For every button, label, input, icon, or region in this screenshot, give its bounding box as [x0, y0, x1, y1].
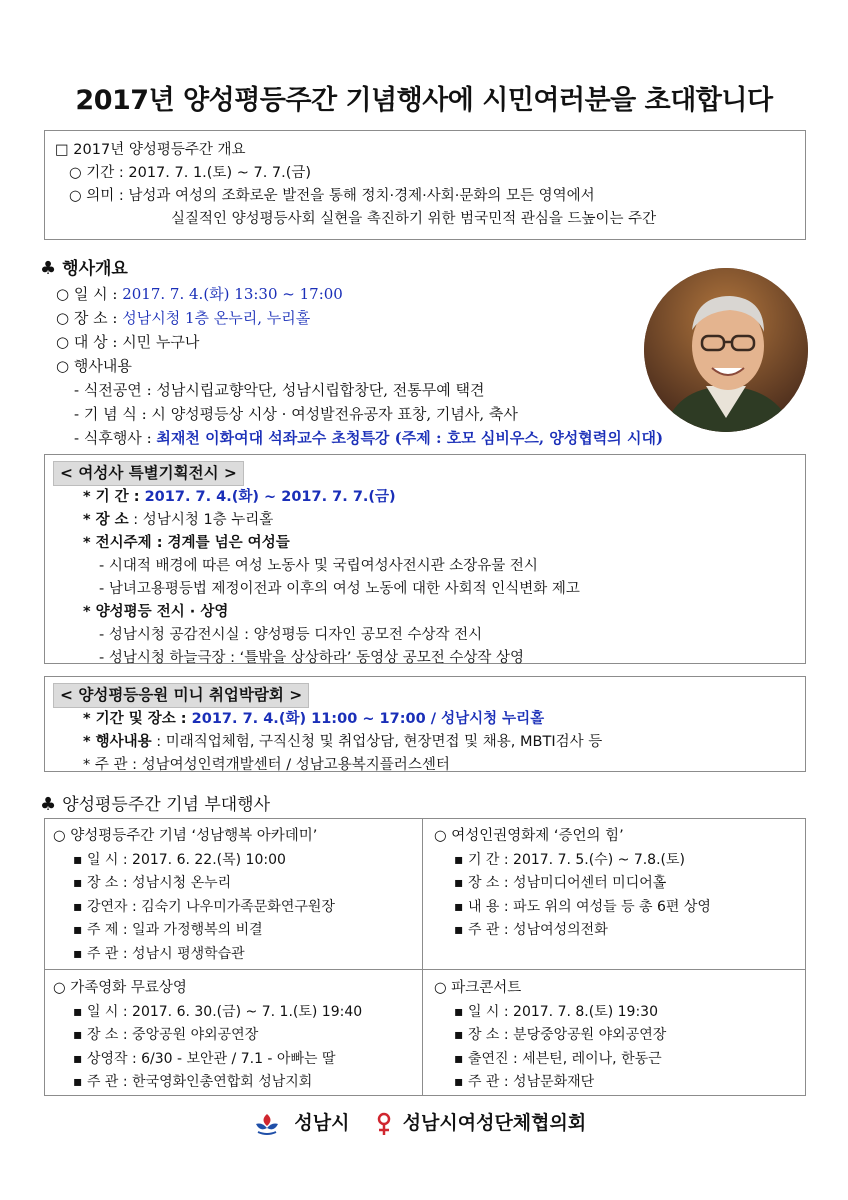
academy-title: ○ 양성평등주간 기념 ‘성남행복 아카데미’	[53, 828, 318, 844]
academy-cell	[45, 819, 426, 962]
overview-content: ○ 행사내용	[56, 357, 132, 375]
exhibit-show-2: - 성남시청 하늘극장 : ‘틀밖을 상상하라’ 동영상 공모전 수상작 상영	[99, 650, 524, 666]
exhibit-show: * 양성평등 전시 · 상영	[83, 604, 229, 620]
intro-period: ○ 기간 : 2017. 7. 1.(토) ~ 7. 7.(금)	[69, 165, 312, 181]
jobfair-period: * 기간 및 장소 : 2017. 7. 4.(화) 11:00 ~ 17:00 / 성남시청 누리홀	[83, 711, 545, 727]
grid-divider-horizontal	[45, 969, 805, 970]
side-events-grid	[44, 818, 806, 1096]
film-fest-cell	[426, 819, 807, 958]
seongnam-logo-icon	[254, 1112, 280, 1136]
exhibit-box	[44, 454, 806, 664]
intro-meaning-line-1: ○ 의미 : 남성과 여성의 조화로운 발전을 통해 정치·경제·사회·문화의 모든 영역에서	[69, 188, 595, 204]
overview-date: ○ 일 시 : 2017. 7. 4.(화) 13:30 ~ 17:00	[56, 285, 343, 303]
speaker-photo	[644, 268, 808, 432]
list-item: ▪ 장 소 : 중앙공원 야외공연장	[73, 1027, 259, 1043]
women-council-logo-icon	[374, 1112, 394, 1136]
jobfair-content: * 행사내용 : 미래직업체험, 구직신청 및 취업상담, 현장면접 및 채용, MBTI검사 등	[83, 734, 603, 750]
exhibit-period: * 기 간 : 2017. 7. 4.(화) ~ 2017. 7. 7.(금)	[83, 489, 396, 505]
list-item: ▪ 기 간 : 2017. 7. 5.(수) ~ 7.8.(토)	[454, 851, 685, 868]
overview-ceremony: - 기 념 식 : 시 양성평등상 시상 · 여성발전유공자 표창, 기념사, 축사	[74, 405, 518, 423]
footer-logos	[0, 1108, 848, 1140]
film-fest-title: ○ 여성인권영화제 ‘증언의 힘’	[434, 828, 624, 844]
side-events-heading	[40, 790, 270, 815]
overview-place: ○ 장 소 : 성남시청 1층 온누리, 누리홀	[56, 309, 311, 327]
list-item: ▪ 주 관 : 한국영화인총연합회 성남지회	[73, 1074, 313, 1090]
family-film-cell	[45, 971, 426, 1110]
side-events-heading-label: 양성평등주간 기념 부대행사	[62, 795, 271, 815]
list-item: ▪ 장 소 : 성남시청 온누리	[73, 875, 232, 891]
list-item: ▪ 일 시 : 2017. 6. 30.(금) ~ 7. 1.(토) 19:40	[73, 1003, 363, 1020]
overview-date-value: 2017. 7. 4.(화) 13:30 ~ 17:00	[122, 285, 343, 303]
park-concert-cell	[426, 971, 807, 1110]
list-item: ▪ 장 소 : 분당중앙공원 야외공연장	[454, 1027, 667, 1043]
footer-org-women-council: 성남시여성단체협의회	[402, 1112, 587, 1134]
exhibit-place: * 장 소 : 성남시청 1층 누리홀	[83, 512, 274, 528]
intro-meaning-line-2: 실질적인 양성평등사회 실현을 촉진하기 위한 범국민적 관심을 드높이는 주간	[171, 211, 657, 227]
exhibit-banner: < 여성사 특별기획전시 >	[53, 461, 244, 486]
list-item: ▪ 주 관 : 성남시 평생학습관	[73, 945, 245, 962]
list-item: ▪ 출연진 : 세븐틴, 레이나, 한동근	[454, 1050, 662, 1067]
footer-org-seongnam: 성남시	[294, 1112, 350, 1134]
intro-box	[44, 130, 806, 240]
list-item: ▪ 상영작 : 6/30 - 보안관 / 7.1 - 아빠는 딸	[73, 1050, 336, 1067]
overview-target: ○ 대 상 : 시민 누구나	[56, 333, 200, 351]
jobfair-host: * 주 관 : 성남여성인력개발센터 / 성남고용복지플러스센터	[83, 757, 450, 773]
list-item: ▪ 주 관 : 성남문화재단	[454, 1074, 595, 1090]
overview-place-value: 성남시청 1층 온누리, 누리홀	[122, 309, 311, 327]
exhibit-theme-1: - 시대적 배경에 따른 여성 노동사 및 국립여성사전시관 소장유물 전시	[99, 558, 538, 574]
jobfair-period-value: 2017. 7. 4.(화) 11:00 ~ 17:00 / 성남시청 누리홀	[186, 711, 545, 727]
page-title: 2017년 양성평등주간 기념행사에 시민여러분을 초대합니다	[75, 85, 773, 116]
list-item: ▪ 일 시 : 2017. 7. 8.(토) 19:30	[454, 1003, 658, 1020]
jobfair-banner: < 양성평등응원 미니 취업박람회 >	[53, 683, 309, 708]
overview-post-value: 최재천 이화여대 석좌교수 초청특강 (주제 : 호모 심비우스, 양성협력의 시대)	[156, 429, 664, 447]
exhibit-show-1: - 성남시청 공감전시실 : 양성평등 디자인 공모전 수상작 전시	[99, 627, 483, 643]
park-concert-title: ○ 파크콘서트	[434, 980, 522, 996]
list-item: ▪ 장 소 : 성남미디어센터 미디어홀	[454, 875, 667, 891]
club-icon: ♣	[40, 258, 57, 279]
list-item: ▪ 내 용 : 파도 위의 여성들 등 총 6편 상영	[454, 898, 711, 915]
list-item: ▪ 주 관 : 성남여성의전화	[454, 922, 608, 938]
overview-post-event: - 식후행사 : 최재천 이화여대 석좌교수 초청특강 (주제 : 호모 심비우스, 양성협력의 시대)	[74, 429, 664, 447]
club-icon: ♣	[40, 794, 57, 815]
exhibit-period-value: 2017. 7. 4.(화) ~ 2017. 7. 7.(금)	[139, 489, 396, 505]
list-item: ▪ 주 제 : 일과 가정행복의 비결	[73, 922, 263, 938]
family-film-title: ○ 가족영화 무료상영	[53, 980, 187, 996]
overview-pre-event: - 식전공연 : 성남시립교향악단, 성남시립합창단, 전통무예 택견	[74, 381, 485, 399]
jobfair-box	[44, 676, 806, 772]
list-item: ▪ 일 시 : 2017. 6. 22.(목) 10:00	[73, 851, 286, 868]
exhibit-theme: * 전시주제 : 경계를 넘은 여성들	[83, 535, 290, 551]
list-item: ▪ 강연자 : 김숙기 나우미가족문화연구원장	[73, 898, 335, 915]
intro-heading: □ 2017년 양성평등주간 개요	[55, 142, 246, 158]
speaker-portrait-image	[644, 268, 808, 432]
overview-heading-label: 행사개요	[62, 259, 128, 279]
overview-heading	[40, 254, 128, 279]
exhibit-theme-2: - 남녀고용평등법 제정이전과 이후의 여성 노동에 대한 사회적 인식변화 제고	[99, 581, 580, 597]
